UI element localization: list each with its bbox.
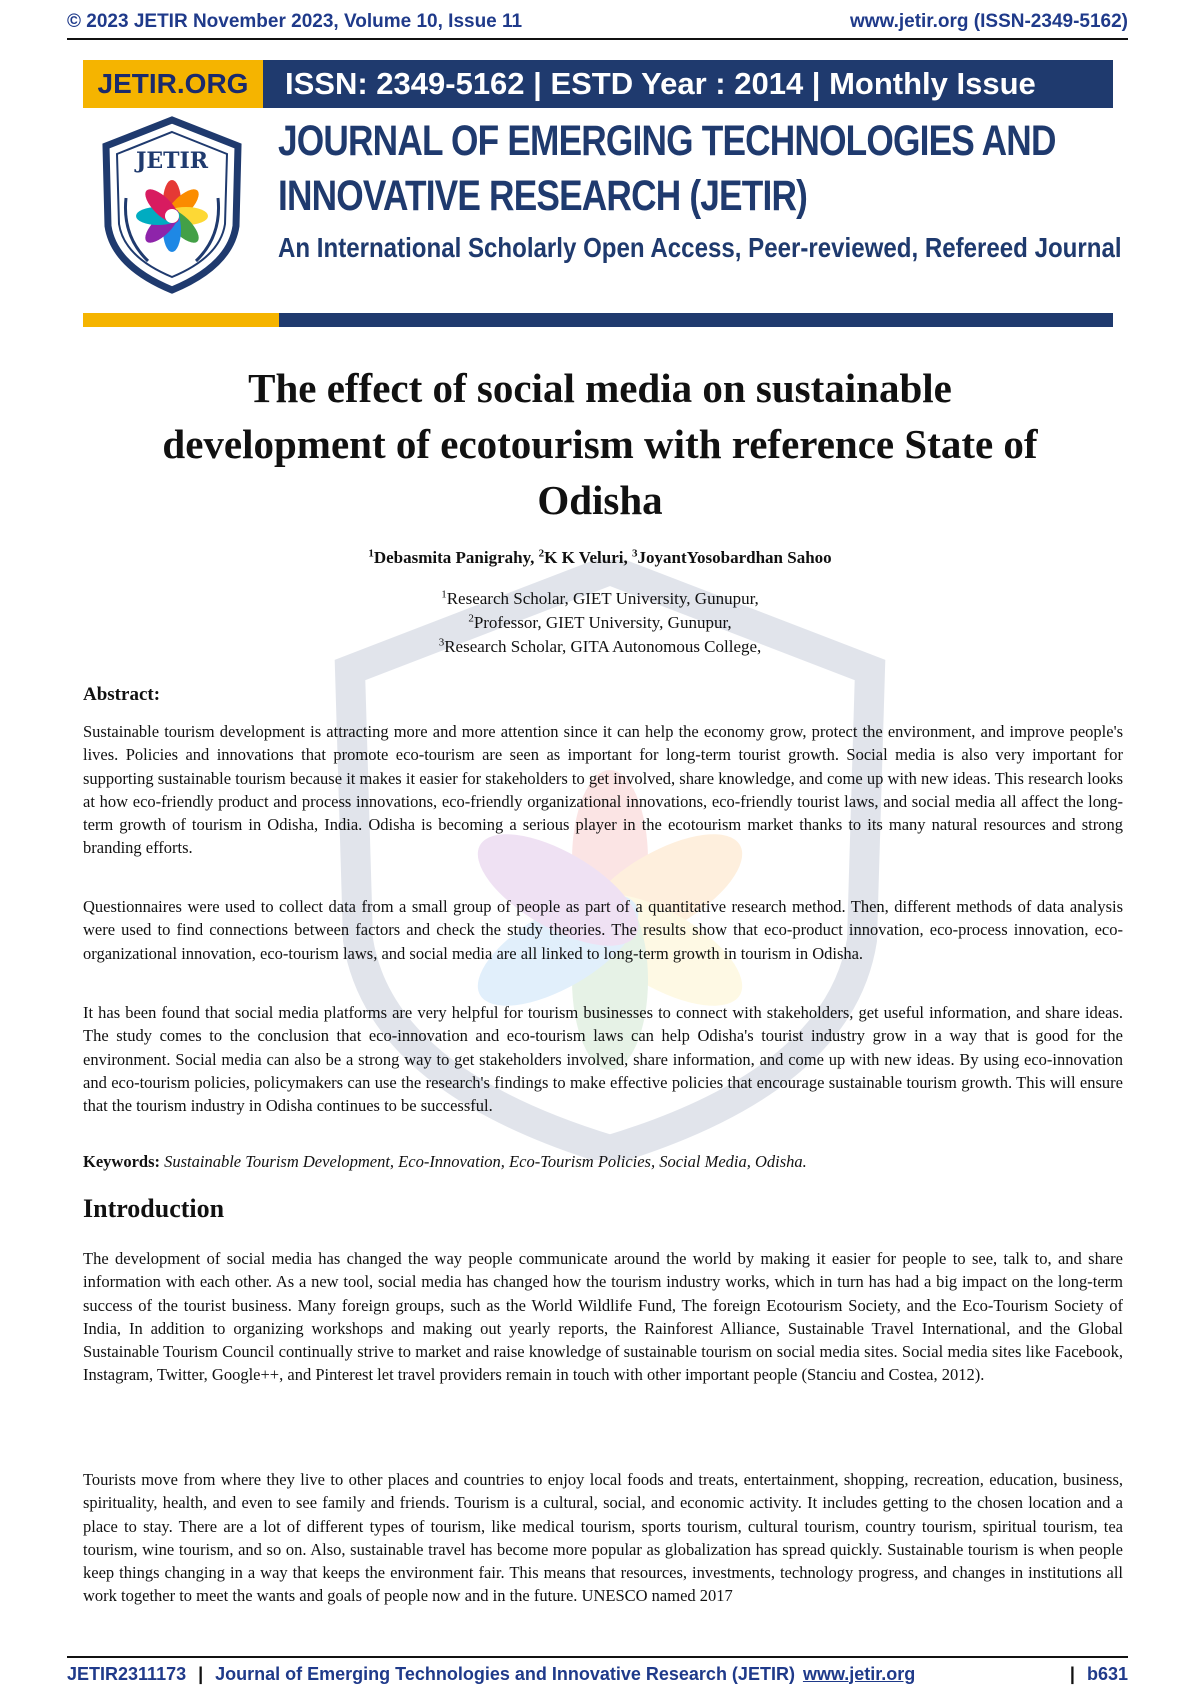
affiliation-item xyxy=(80,635,1120,659)
banner-issn-info: ISSN: 2349-5162 | ESTD Year : 2014 | Monthly Issue xyxy=(263,60,1113,108)
paper-title-line1: The effect of social media on sustainable xyxy=(248,365,952,411)
author-marker: 2 xyxy=(538,547,545,560)
keywords-label: Keywords: xyxy=(83,1152,160,1171)
running-header xyxy=(67,10,1128,34)
header-rule xyxy=(67,38,1128,40)
affiliation-marker: 3 xyxy=(438,636,445,649)
journal-title xyxy=(278,114,1056,224)
author-marker: 3 xyxy=(632,547,638,560)
affiliation-text: Research Scholar, GITA Autonomous College, xyxy=(444,637,762,656)
paper-title xyxy=(80,360,1120,528)
journal-subtitle: An International Scholarly Open Access, Peer-reviewed, Refereed Journal xyxy=(278,232,1122,263)
author-name: Debasmita Panigrahy, xyxy=(373,548,539,567)
abstract-paragraph-2: Questionnaires were used to collect data from a small group of people as part of a quantitative research method. Then, different methods of data analysis were used to find connections between factors and check the study theories. The results show that eco-product innovation, eco-process innovation, eco-organizational innovation, eco-tourism laws, and social media are all linked to long-term growth in tourism in Odisha. xyxy=(83,897,1123,963)
banner-rule xyxy=(83,313,1113,327)
affiliation-text: Research Scholar, GIET University, Gunupur, xyxy=(446,589,759,608)
introduction-paragraph-2: Tourists move from where they live to other places and countries to enjoy local foods and treats, entertainment, shopping, recreation, education, business, spirituality, health, and even to see family and friends. Tourism is a cultural, social, and economic activity. It includes getting to the chosen location and a place to stay. There are a lot of different types of tourism, like medical tourism, sports tourism, cultural tourism, country tourism, spiritual tourism, tea tourism, wine tourism, and so on. Also, sustainable travel has become more popular as globalization has spread quickly. Sustainable tourism is when people keep things changing in a way that keeps the environment fair. This means that resources, investments, technology progress, and changes in institutions all work together to meet the wants and goals of people now and in the future. UNESCO named 2017 xyxy=(83,1470,1123,1606)
journal-title-line2: INNOVATIVE RESEARCH (JETIR) xyxy=(278,172,808,220)
introduction-paragraph-1: The development of social media has changed the way people communicate around the world by making it easier for people to see, talk to, and share information with each other. As a new tool, social media has changed how the tourism industry works, which in turn has had a big impact on the long-term success of the tourist business. Many foreign groups, such as the World Wildlife Fund, The foreign Ecotourism Society, and the Eco-Tourism Society of India, In addition to organizing workshops and making out yearly reports, the Rainforest Alliance, Sustainable Travel International, and the Global Sustainable Tourism Council continually strive to market and raise knowledge of sustainable tourism on social media sites. Social media sites like Facebook, Instagram, Twitter, Google++, and Pinterest let travel providers remain in touch with other important people (Stanciu and Costea, 2012). xyxy=(83,1249,1123,1385)
affiliation-item xyxy=(80,587,1120,611)
abstract-paragraph-3: It has been found that social media platforms are very helpful for tourism businesses to connect with stakeholders, get useful information, and share ideas. The study comes to the conclusion that eco-innovation and eco-tourism laws can help Odisha's tourist industry grow in a way that is good for the environment. Social media can also be a strong way to get stakeholders involved, share information, and come up with new ideas. By using eco-innovation and eco-tourism policies, policymakers can use the research's findings to make effective policies that encourage sustainable tourism growth. This will ensure that the tourism industry in Odisha continues to be successful. xyxy=(83,1003,1123,1116)
header-issue-info: © 2023 JETIR November 2023, Volume 10, Issue 11 xyxy=(67,11,523,32)
author-marker: 1 xyxy=(368,547,374,560)
header-website: www.jetir.org (ISSN-2349-5162) xyxy=(849,11,1128,32)
footer-rule xyxy=(67,1656,1128,1658)
paper-title-line2: development of ecotourism with reference State of xyxy=(162,421,1038,467)
abstract-heading: Abstract: xyxy=(83,684,161,705)
page-footer: JETIR2311173 | Journal of Emerging Technologies and Innovative Research (JETIR) www.jetir.org | b631 xyxy=(67,1663,1128,1684)
abstract-paragraph-1: Sustainable tourism development is attracting more and more attention since it can help the economy grow, protect the environment, and improve people's lives. Policies and innovations that promote eco-tourism are seen as important for long-term tourist growth. Social media is also very important for supporting sustainable tourism because it makes it easier for stakeholders to get involved, share knowledge, and come up with new ideas. This research looks at how eco-friendly product and process innovations, eco-friendly organizational innovations, eco-friendly tourist laws, and social media all affect the long-term growth of tourism in Odisha, India. Odisha is becoming a serious player in the ecotourism market thanks to its many natural resources and strong branding efforts. xyxy=(83,722,1123,858)
journal-title-line1: JOURNAL OF EMERGING TECHNOLOGIES AND xyxy=(278,117,1056,165)
author-list xyxy=(80,548,1120,568)
affiliation-marker: 1 xyxy=(441,588,447,601)
paper-title-line3: Odisha xyxy=(537,477,663,523)
emblem-label: JETIR xyxy=(135,148,209,174)
affiliation-text: Professor, GIET University, Gunupur, xyxy=(473,613,732,632)
author-name: K K Veluri, xyxy=(544,548,632,567)
affiliation-marker: 2 xyxy=(468,612,474,625)
footer-paper-id: JETIR2311173 xyxy=(67,1663,187,1684)
journal-banner xyxy=(83,60,1113,108)
footer-page-number: b631 xyxy=(1086,1663,1128,1684)
author-name: JoyantYosobardhan Sahoo xyxy=(637,548,832,567)
keywords xyxy=(83,1152,807,1172)
banner-site-name: JETIR.ORG xyxy=(83,60,263,108)
introduction-heading: Introduction xyxy=(83,1194,225,1223)
jetir-shield-logo-icon xyxy=(100,116,245,294)
footer-journal-name: Journal of Emerging Technologies and Innovative Research (JETIR) xyxy=(215,1663,795,1684)
keywords-list: Sustainable Tourism Development, Eco-Innovation, Eco-Tourism Policies, Social Media, Odisha. xyxy=(164,1152,807,1171)
footer-website-link[interactable]: www.jetir.org xyxy=(802,1663,916,1684)
affiliation-list xyxy=(80,587,1120,659)
affiliation-item xyxy=(80,611,1120,635)
